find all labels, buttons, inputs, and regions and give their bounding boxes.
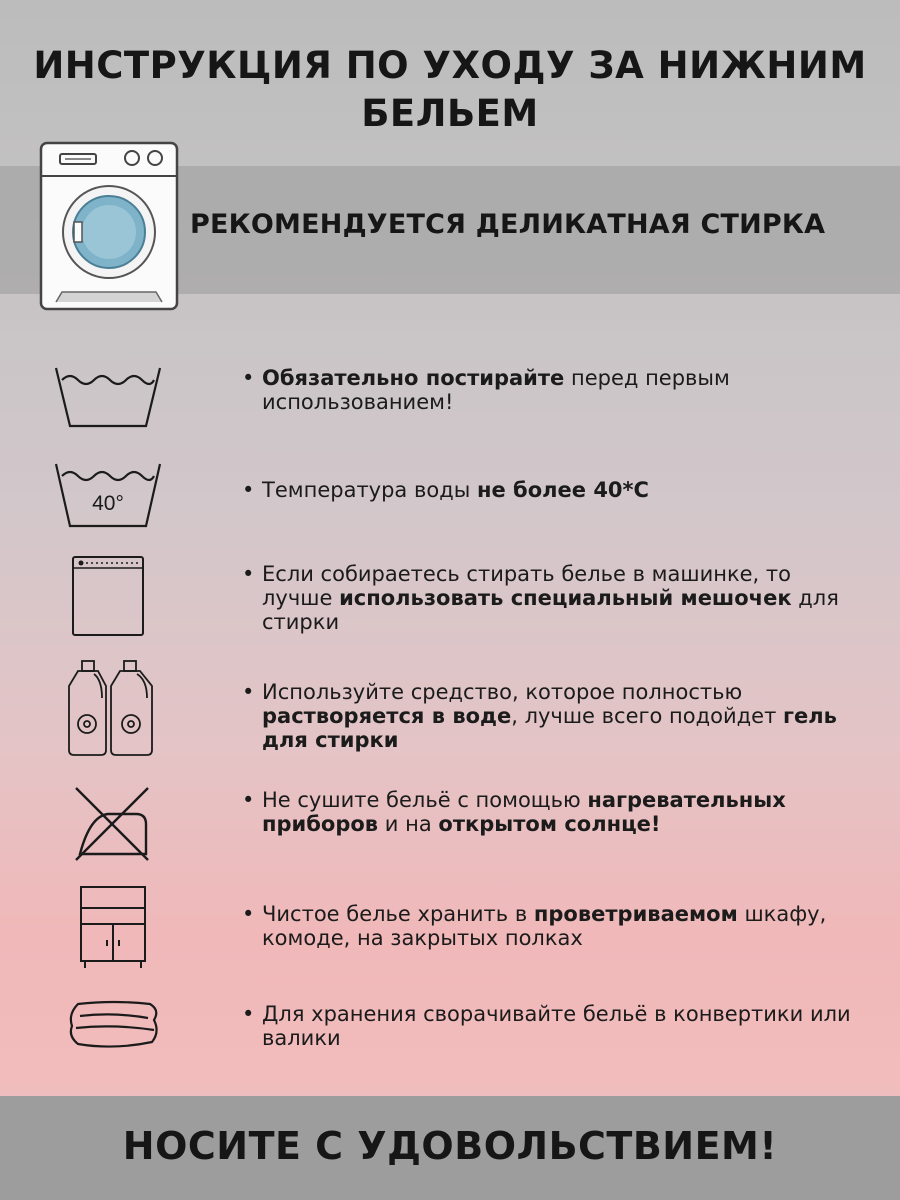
delicate-wash-text: РЕКОМЕНДУЕТСЯ ДЕЛИКАТНАЯ СТИРКА bbox=[190, 209, 826, 240]
cabinet-icon bbox=[78, 884, 148, 970]
wash-basin-icon bbox=[52, 362, 164, 432]
laundry-bag-icon bbox=[70, 554, 146, 638]
detergent-bottles-icon bbox=[66, 658, 158, 758]
washing-machine-icon bbox=[38, 140, 180, 312]
page-title bbox=[30, 42, 870, 138]
care-text-temperature: • Температура воды не более 40*С bbox=[242, 478, 649, 502]
care-text-drying: • Не сушите бельё с помощью нагревательных приборов и на открытом солнце! bbox=[242, 788, 786, 836]
folded-towel-icon bbox=[66, 998, 162, 1054]
title-line-1: ИНСТРУКЦИЯ ПО УХОДУ ЗА НИЖНИМ bbox=[33, 44, 867, 87]
no-iron-icon bbox=[72, 784, 152, 862]
care-text-folding: • Для хранения сворачивайте бельё в конвертики или валики bbox=[242, 1002, 851, 1050]
wash-40-icon bbox=[52, 458, 164, 532]
footer-text: НОСИТЕ С УДОВОЛЬСТВИЕМ! bbox=[122, 1124, 778, 1168]
care-text-storage: • Чистое белье хранить в проветриваемом шкафу, комоде, на закрытых полках bbox=[242, 902, 827, 950]
footer-banner bbox=[0, 1096, 900, 1200]
title-line-2: БЕЛЬЕМ bbox=[361, 92, 539, 135]
care-text-detergent: • Используйте средство, которое полностью растворяется в воде, лучше всего подойдет гель для стирки bbox=[242, 680, 837, 752]
care-text-prewash: • Обязательно постирайте перед первым использованием! bbox=[242, 366, 730, 414]
wash-temperature-label: 40° bbox=[92, 492, 124, 515]
care-text-laundry-bag: • Если собираетесь стирать белье в машинке, то лучше использовать специальный мешочек для стирки bbox=[242, 562, 839, 634]
